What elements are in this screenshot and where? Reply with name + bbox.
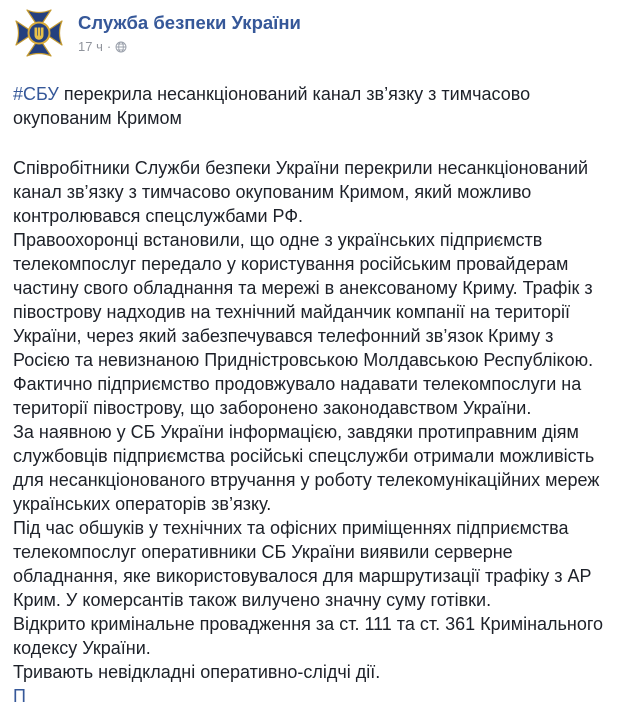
post-paragraphs — [13, 156, 613, 684]
truncated-link[interactable]: П — [13, 686, 26, 706]
post-headline — [13, 82, 613, 130]
page-name-link[interactable]: Служба безпеки України — [78, 12, 301, 33]
post-paragraph: Відкрито кримінальне провадження за ст. 111 та ст. 361 Кримінального кодексу України. — [13, 614, 604, 658]
globe-privacy-icon — [115, 41, 127, 53]
meta-separator: · — [106, 39, 112, 54]
post-paragraph: Тривають невідкладні оперативно-слідчі дії. — [13, 662, 381, 682]
headline-text: перекрила несанкціонований канал зв’язку з тимчасово окупованим Кримом — [13, 84, 531, 128]
post-paragraph: Співробітники Служби безпеки України перекрили несанкціонований канал зв’язку з тимчасово окупованим Кримом, який можливо контролювався спецслужбами РФ. — [13, 158, 589, 226]
hashtag-link[interactable]: #СБУ — [13, 84, 59, 104]
post-body — [0, 82, 619, 708]
post-paragraph: Під час обшуків у технічних та офісних приміщеннях підприємства телекомпослуг оперативники СБ України виявили серверне обладнання, яке використовувалося для маршрутизації трафіку з АР Крим. У комерсантів також вилучено значну суму готівки. — [13, 518, 592, 610]
sbu-emblem-icon — [13, 7, 65, 59]
timestamp-link[interactable]: 17 ч — [78, 39, 103, 54]
post-paragraph: Правоохоронці встановили, що одне з українських підприємств телекомпослуг передало у користування російським провайдерам частину свого обладнання та мережі в анексованому Криму. Трафік з півострову надходив на технічний майданчик компанії на території України, через який забезпечувався телефонний зв’язок Криму з Росією та невизнаною Придністровською Молдавською Республікою. Фактично підприємство продовжувало надавати телекомпослуги на території півострову, що заборонено законодавством України. — [13, 230, 594, 418]
post-header — [0, 0, 619, 59]
post-paragraph: За наявною у СБ України інформацією, завдяки протиправним діям службовців підприємства російські спецслужби отримали можливість для несанкціонованого втручання у роботу телекомунікаційних мереж українських операторів зв’язку. — [13, 422, 600, 514]
post-meta — [78, 39, 127, 54]
page-avatar[interactable] — [13, 7, 65, 59]
